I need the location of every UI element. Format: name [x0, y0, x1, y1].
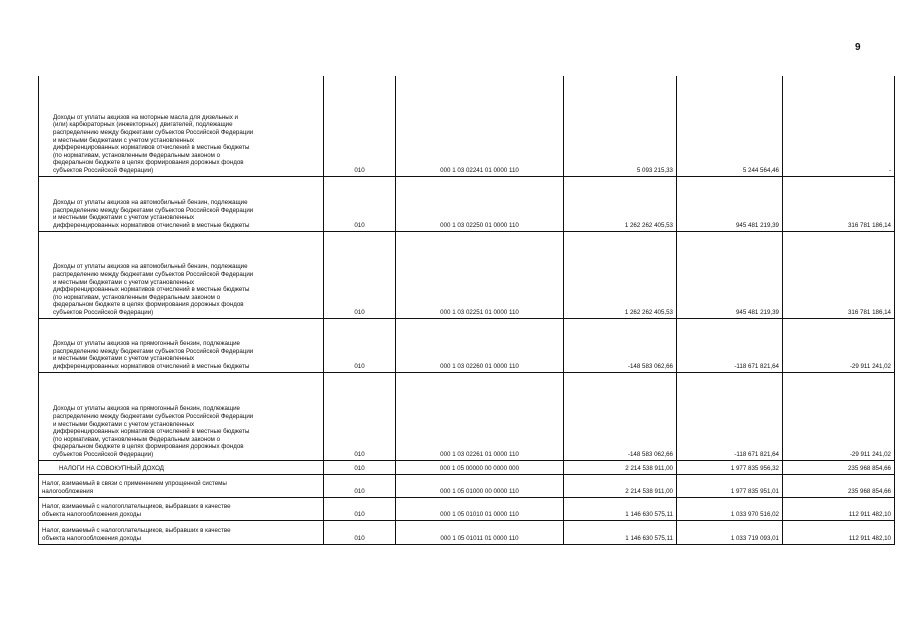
row-value-2: 5 244 564,46	[677, 76, 783, 176]
row-value-1: 2 214 538 911,00	[564, 460, 677, 474]
row-code: 010	[324, 372, 396, 460]
row-value-2: 1 977 835 951,01	[677, 474, 783, 497]
row-value-2: 1 977 835 956,32	[677, 460, 783, 474]
row-kbk: 000 1 05 01000 00 0000 110	[396, 474, 564, 497]
row-code: 010	[324, 460, 396, 474]
row-code: 010	[324, 318, 396, 372]
row-description: Доходы от уплаты акцизов на автомобильный бензин, подлежащие распределению между бюджетами субъектов Российской Федерации и местными бюджетами с учетом установленных дифференцированных нормативов отчислений в местные бюджеты (по нормативам, установленным Федеральным законом о федеральном бюджете в целях формирования дорожных фондов субъектов Российской Федерации)	[39, 231, 324, 318]
row-description: Налог, взимаемый с налогоплательщиков, выбравших в качестве объекта налогообложения доходы	[39, 497, 324, 520]
budget-revenue-table	[38, 76, 895, 545]
row-value-1: 2 214 538 911,00	[564, 474, 677, 497]
row-value-1: 1 146 630 575,11	[564, 520, 677, 544]
row-value-2: 1 033 970 516,02	[677, 497, 783, 520]
table-row	[39, 474, 895, 497]
row-value-2: 1 033 719 093,01	[677, 520, 783, 544]
row-kbk: 000 1 03 02250 01 0000 110	[396, 176, 564, 231]
row-code: 010	[324, 520, 396, 544]
row-value-3: -29 911 241,02	[783, 372, 895, 460]
row-kbk: 000 1 03 02261 01 0000 110	[396, 372, 564, 460]
row-value-3: 112 911 482,10	[783, 497, 895, 520]
row-value-3: 316 781 186,14	[783, 231, 895, 318]
row-value-1: -148 583 062,66	[564, 318, 677, 372]
table-row	[39, 497, 895, 520]
row-description: НАЛОГИ НА СОВОКУПНЫЙ ДОХОД	[39, 460, 324, 474]
row-value-1: 5 093 215,33	[564, 76, 677, 176]
table-row	[39, 372, 895, 460]
row-value-3: 235 968 854,66	[783, 460, 895, 474]
table-row	[39, 231, 895, 318]
row-code: 010	[324, 474, 396, 497]
row-kbk: 000 1 05 00000 00 0000 000	[396, 460, 564, 474]
row-value-1: -148 583 062,66	[564, 372, 677, 460]
row-description: Доходы от уплаты акцизов на моторные масла для дизельных и (или) карбюраторных (инжекторных) двигателей, подлежащие распределению между бюджетами субъектов Российской Федерации и местными бюджетами с учетом установленных дифференцированных нормативов отчислений в местные бюджеты (по нормативам, установленным Федеральным законом о федеральном бюджете в целях формирования дорожных фондов субъектов Российской Федерации)	[39, 76, 324, 176]
row-kbk: 000 1 03 02251 01 0000 110	[396, 231, 564, 318]
table-row	[39, 176, 895, 231]
row-description: Доходы от уплаты акцизов на прямогонный бензин, подлежащие распределению между бюджетами субъектов Российской Федерации и местными бюджетами с учетом установленных дифференцированных нормативов отчислений в местные бюджеты	[39, 318, 324, 372]
row-value-1: 1 262 262 405,53	[564, 231, 677, 318]
row-kbk: 000 1 03 02241 01 0000 110	[396, 76, 564, 176]
row-value-3: -29 911 241,02	[783, 318, 895, 372]
row-kbk: 000 1 05 01010 01 0000 110	[396, 497, 564, 520]
row-description: Налог, взимаемый с налогоплательщиков, выбравших в качестве объекта налогообложения доходы	[39, 520, 324, 544]
row-kbk: 000 1 05 01011 01 0000 110	[396, 520, 564, 544]
row-kbk: 000 1 03 02260 01 0000 110	[396, 318, 564, 372]
row-value-2: 945 481 219,39	[677, 231, 783, 318]
row-value-2: -118 671 821,64	[677, 372, 783, 460]
row-value-3: 316 781 186,14	[783, 176, 895, 231]
row-value-3: 235 968 854,66	[783, 474, 895, 497]
row-value-3: -	[783, 76, 895, 176]
page-number: 9	[855, 42, 861, 53]
row-value-1: 1 146 630 575,11	[564, 497, 677, 520]
row-description: Доходы от уплаты акцизов на автомобильный бензин, подлежащие распределению между бюджетами субъектов Российской Федерации и местными бюджетами с учетом установленных дифференцированных нормативов отчислений в местные бюджеты	[39, 176, 324, 231]
row-code: 010	[324, 231, 396, 318]
table-row	[39, 520, 895, 544]
row-code: 010	[324, 497, 396, 520]
row-value-2: -118 671 821,64	[677, 318, 783, 372]
row-value-2: 945 481 219,39	[677, 176, 783, 231]
row-description: Доходы от уплаты акцизов на прямогонный бензин, подлежащие распределению между бюджетами субъектов Российской Федерации и местными бюджетами с учетом установленных дифференцированных нормативов отчислений в местные бюджеты (по нормативам, установленным Федеральным законом о федеральном бюджете в целях формирования дорожных фондов субъектов Российской Федерации)	[39, 372, 324, 460]
row-code: 010	[324, 76, 396, 176]
row-description: Налог, взимаемый в связи с применением упрощенной системы налогообложения	[39, 474, 324, 497]
row-value-3: 112 911 482,10	[783, 520, 895, 544]
row-value-1: 1 262 262 405,53	[564, 176, 677, 231]
table-row	[39, 460, 895, 474]
table-row	[39, 318, 895, 372]
row-code: 010	[324, 176, 396, 231]
table-row	[39, 76, 895, 176]
